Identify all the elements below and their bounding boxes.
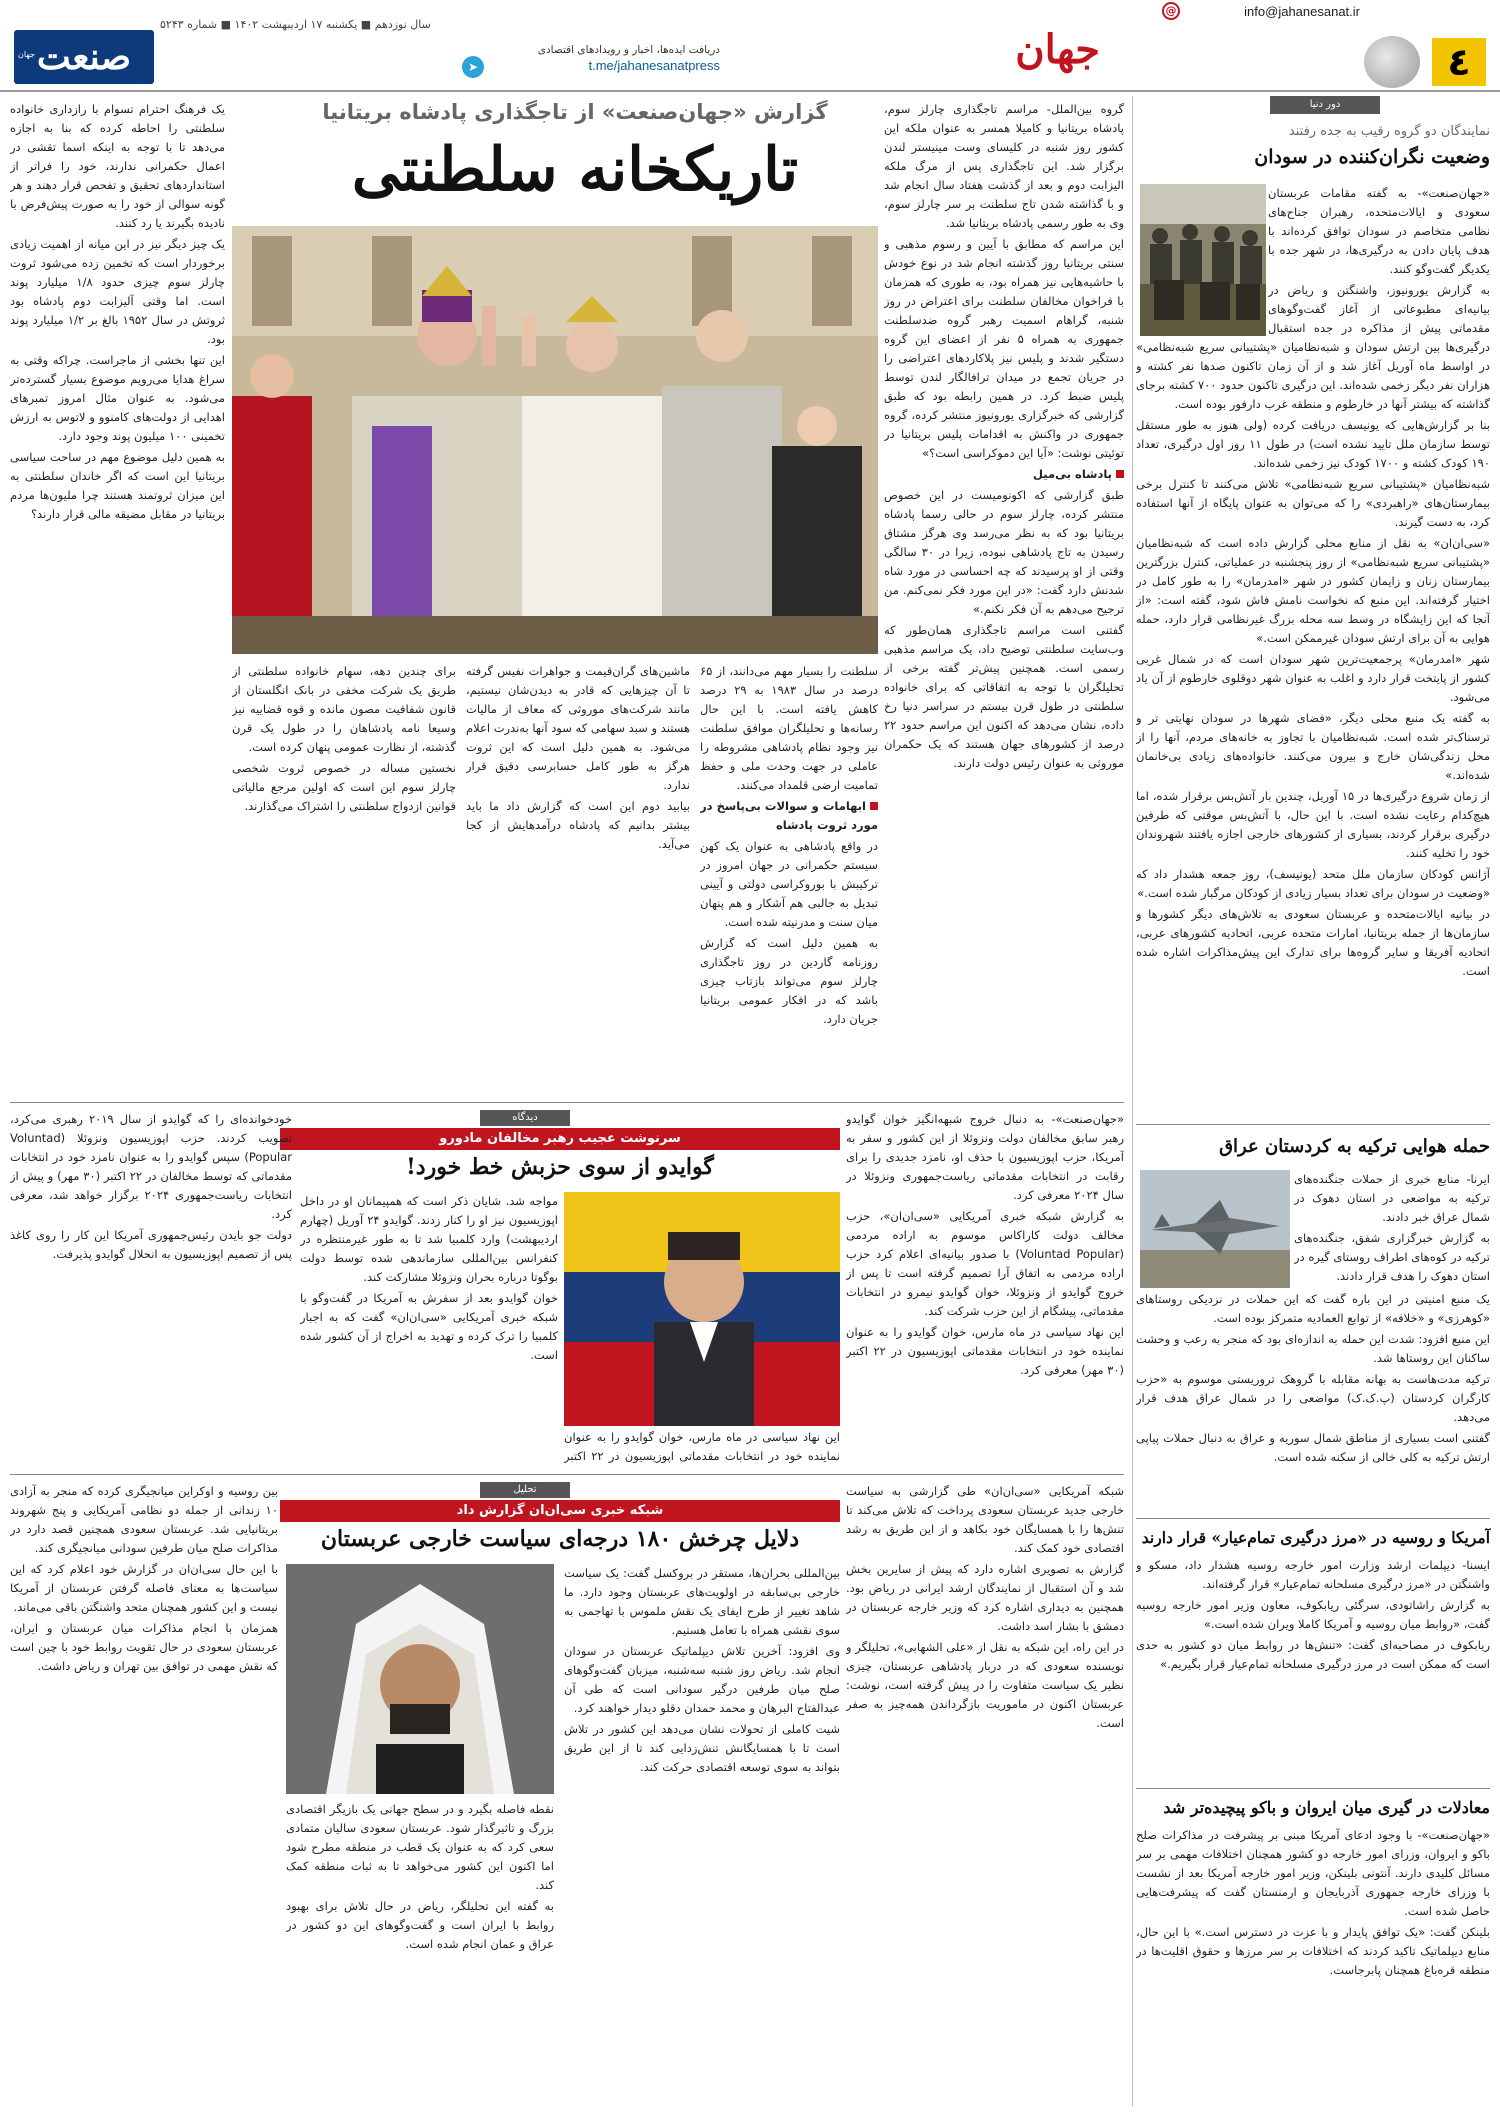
saudi-col-b-para-3: شیت کاملی از تحولات نشان می‌دهد این کشور در تلاش است تا با همسایگانش تنش‌زدایی کند تا از این طریق بتواند به سوی توسعه اقتصادی حرکت کند. [564,1722,840,1774]
brief-divider [1136,1124,1490,1125]
main-col-a-para-2: این مراسم که مطابق با آیین و رسوم مذهبی و سنتی بریتانیا روز گذشته انجام شد در نوع خودش با حاشیه‌هایی نیز همراه بود، به طوری که همزمان با فراخوان مخالفان سلطنت برای اعتراض در روز شنبه، گراهام اسمیت رهبر گروه ضدسلطنت جمهوری به همراه ۵ نفر از اعضای این گروه دستگیر شدند و پلیس نیز پلاکاردهای اعتراضی را در جریان تجمع در میدان ترافالگار لندن توسط پلیس ضبط کرد. در همین رابطه بود که طبق گزارشی که خبرگزاری یورونیوز منتشر کرده، گروه جمهوری در واکنش به اقدامات پلیس بریتانیا در توئیتی نوشت: «آیا این دموکراسی است؟» [884,237,1124,460]
saudi-col-a-para-3: در این راه، این شبکه به نقل از «علی الشهابی»، تحلیلگر و نویسنده سعودی که در دربار پادشاهی عربستان، چیزی نظیر یک سیاست متفاوت را در پیش گرفته است، نوشت: عربستان اکنون در ماموریت بازگرداندن همه‌چیز به صفر است. [846,1640,1124,1730]
saudi-col-a-para-1: شبکه آمریکایی «سی‌ان‌ان» طی گزارشی به سیاست خارجی جدید عربستان سعودی پرداخت که تلاش می‌کند تا تنش‌ها را با همسایگان خود بکاهد و از این طریق به رشد اقتصادی خود کمک کند. [846,1484,1124,1555]
viewpoint-tag: دیدگاه [480,1110,570,1126]
main-col-e [10,100,225,1100]
venezuela-col-a-para-2: به گزارش شبکه خبری آمریکایی «سی‌ان‌ان»، حزب مخالف دولت کاراکاس موسوم به اراده مردمی (Voluntad Popular) با صدور بیانیه‌ای اعلام کرد حزب اراده مردمی به اتفاق آرا تصمیم گرفته است تا پس از خروج گوایدو از ونزوئلا، خوان گوایدو نیمرو در انتخابات مقدماتی، پیشگام از این حزب شرکت کند. [846,1209,1124,1318]
main-col-b-para-3: به همین دلیل است که گزارش روزنامه گاردین در روز تاجگذاری چارلز سوم می‌تواند بازتاب چیزی باشد که در افکار عمومی بریتانیا جریان دارد. [700,936,878,1026]
main-col-c-para-1: ماشین‌های گران‌قیمت و جواهرات نفیس گرفته تا آن چیزهایی که قادر به دیدن‌شان نیستیم، مانند شرکت‌های موروثی که معاف از مالیات هستند و سبد سهامی که سود آنها به‌ندرت اعلام می‌شود. به همین دلیل است که این ثروت هرگز به طور کامل حسابرسی دقیق قرار ندارد. [466,664,690,792]
analysis-tag: تحلیل [480,1482,570,1498]
main-col-b-subhead-text: ابهامات و سوالات بی‌پاسخ در مورد ثروت پادشاه [700,799,878,832]
venezuela-col-c-para-1: خودخوانده‌ای را که گوایدو از سال ۲۰۱۹ رهبری می‌کرد، تصویب کردند. حزب اپوزیسیون ونزوئلا (Voluntad Popular) سپس گوایدو را به عنوان نامزد خود در انتخابات مقدماتی که توسط مخالفان در ۲۲ اکتبر (۳۰ مهر) و پیش از انتخابات ریاست‌جمهوری ۲۰۲۴ برگزار خواهد شد، معرفی کرد. [10,1112,292,1221]
main-headline: تاریکخانه سلطنتی [351,135,799,205]
iraq-para-1: ایرنا- منابع خبری از حملات جنگنده‌های ترکیه به مواضعی در استان دهوک در شمال عراق خبر دادند. [1294,1172,1490,1224]
telegram-icon: ➤ [462,56,484,78]
main-col-d-para-2: نخستین مساله در خصوص ثروت شخصی چارلز سوم این است که اولین مرجع مالیاتی قوانین ازدواج سلطنتی را اشتراک می‌گذارند. [232,761,456,813]
saudi-kicker: شبکه خبری سی‌ان‌ان گزارش داد [280,1500,840,1522]
logo-subtext: جهان [18,50,35,59]
sudan-kicker: نمایندگان دو گروه رقیب به جده رفتند [1288,124,1490,139]
iraq-headline: حمله هوایی ترکیه به کردستان عراق [1219,1136,1490,1157]
saudi-col-c-para-2: به گفته این تحلیلگر، ریاض در حال تلاش برای بهبود روابط با ایران است و گفت‌وگوهای این دو کشور در عراق و عمان انجام شده است. [286,1899,554,1951]
telegram-promo [450,44,720,73]
section-title: جهان [1015,26,1100,73]
mbs-photo [286,1564,554,1794]
venezuela-col-c [10,1110,292,1462]
main-col-b-para-1: سلطنت را بسیار مهم می‌دانند، از ۶۵ درصد در سال ۱۹۸۳ به ۲۹ درصد کاهش یافته است. با این حال رسانه‌ها و تحلیلگران موافق سلطنت نیز وجود نظام پادشاهی مشروطه را عاملی در جهت وحدت ملی و حفظ تمامیت ارضی قلمداد می‌کنند. [700,664,878,792]
venezuela-col-c-para-2: دولت جو بایدن رئیس‌جمهوری آمریکا این کار را روی کاغذ پس از تصمیم اپوزیسیون به انحلال گوایدو پذیرفت. [10,1228,292,1261]
brief-divider [1136,1788,1490,1789]
main-col-c-para-2: بیابید دوم این است که گزارش داد ما باید بیشتر بدانیم که پادشاه درآمدهایش از کجا می‌آید. [466,799,690,851]
section-divider [10,1474,1124,1475]
saudi-col-a-para-2: گزارش به تصویری اشاره دارد که پیش از سایرین بخش شد و آن استقبال از نمایندگان ارشد ایرانی در ریاض بود. همچنین به دیداری اشاره کرد که وزیر خارجه عربستان در دمشق با بشار اسد داشت. [846,1562,1124,1633]
main-col-e-para-4: به همین دلیل موضوع مهم در ساحت سیاسی بریتانیا این است که اگر خاندان سلطنتی به این میزان ثروتمند هستند چرا ملیون‌ها مردم بریتانیا در مقابل مضیقه مالی قرار دارند؟ [10,450,225,521]
iraq-para-6: گفتنی است بسیاری از مناطق شمال سوریه و عراق به دنبال حملات پیاپی ارتش ترکیه به کلی خالی از سکنه شده است. [1136,1431,1490,1464]
email-icon: @ [1162,2,1180,20]
venezuela-col-a-caption: این نهاد سیاسی در ماه مارس، خوان گوایدو را به عنوان نماینده خود در انتخابات مقدماتی اپوزیسیون در ۲۲ اکتبر [564,1430,840,1463]
globe-icon [1364,36,1420,88]
iraq-para-4: این منبع افزود: شدت این حمله به اندازه‌ای بود که منجر به رعب و وحشت ساکنان این روستاها شد. [1136,1332,1490,1365]
iran-baku-para-1: «جهان‌صنعت»- با وجود ادعای آمریکا مبنی بر پیشرفت در مذاکرات صلح باکو و ایروان، وزرای امور خارجه دو کشور همچنان اختلافات مهمی بر سر مسائل کلیدی دارند. آنتونی بلینکن، وزیر امور خارجه آمریکا بعد از نشست با وزرای خارجه جمهوری آذربایجان و ارمنستان گفت که پیشرفت‌هایی حاصل شده است. [1136,1828,1490,1918]
venezuela-col-a-para-3: این نهاد سیاسی در ماه مارس، خوان گوایدو را به عنوان نماینده خود در انتخابات مقدماتی اپوزیسیون در ۲۲ اکتبر (۳۰ مهر) معرفی کرد. [846,1325,1124,1377]
main-col-a-subhead [884,465,1124,484]
venezuela-col-b [300,1192,558,1462]
iraq-para-2: به گزارش خبرگزاری شفق، جنگنده‌های ترکیه در کوه‌های اطراف روستای گیره در استان دهوک را هدف قرار دادند. [1294,1231,1490,1283]
sudan-soldiers-photo [1140,184,1266,336]
sudan-headline: وضعیت نگران‌کننده در سودان [1254,146,1490,168]
sudan-para-7: شهر «امدرمان» پرجمعیت‌ترین شهر سودان است که در شمال غربی کشور از پایتخت قرار دارد و اغلب به عنوان شهر دوقلوی خارطوم از آن یاد می‌شود. [1136,652,1490,704]
main-col-d [232,662,456,1092]
iran-baku-para-2: بلینکن گفت: «یک توافق پایدار و با عزت در دسترس است.» با این حال، منابع دیپلماتیک تاکید کردند که اختلافات بر سر مرزها و حقوق اقلیت‌ها در منطقه قره‌باغ همچنان پابرجاست. [1136,1925,1490,1977]
us-russia-headline: آمریکا و روسیه در «مرز درگیری تمام‌عیار» قرار دارند [1141,1528,1490,1547]
main-col-e-para-1: یک فرهنگ احترام تسوام با رازداری خانواده سلطنتی را احاطه کرده که بنا به اجازه می‌دهد تا با توجه به اینکه اسما تقشی در اعمال حکمرانی ندارند، خود را فراتر از استانداردهای تحقیق و تفحص قرار دهند و هر گونه سوالی از خود را به صورت پیش‌فرض با نادیده بگیرند یا رد کنند. [10,102,225,230]
main-kicker: گزارش «جهان‌صنعت» از تاجگذاری پادشاه بریتانیا [322,100,828,124]
saudi-col-b-para-1: بین‌المللی بحران‌ها، مستقر در بروکسل گفت: یک سیاست خارجی بی‌سابقه در اولویت‌های عربستان وجود دارد. ما شاهد تغییر از طرح ایفای یک نقش ملموس با تهاجمی به سوی نقشی همراه با تعامل هستیم. [564,1566,840,1637]
main-col-c [466,662,690,1092]
main-col-b [700,662,878,1092]
sudan-para-9: از زمان شروع درگیری‌ها در ۱۵ آوریل، چندین بار آتش‌بس برقرار شده، اما هیچ‌کدام رعایت نشده است. با این حال، با آتش‌بس موقتی که طرفین درگیری برقرار کردند، بسیاری از کشورهای خارجی اجازه یافتند شهروندان خود را تخلیه کنند. [1136,789,1490,860]
sudan-para-8: به گفته یک منبع محلی دیگر، «فضای شهرها در سودان نهایتی تر و ترسناک‌تر شده است. شبه‌نظامیان با تجاوز به خانه‌های مردم، آنها را از محل زندگی‌شان خارج و بیرون می‌کنند. خانواده‌های زیادی بی‌خانمان شده‌اند.» [1136,711,1490,782]
sudan-para-10: آژانس کودکان سازمان ملل متحد (یونیسف)، روز جمعه هشدار داد که «وضعیت در سودان برای تعداد بسیار زیادی از کودکان مرگبار شده است.» [1136,867,1490,900]
brief-divider [1136,1518,1490,1519]
saudi-col-d-para-1: بین روسیه و اوکراین میانجیگری کرده که منجر به آزادی ۱۰ زندانی از جمله دو نظامی آمریکایی و پنج شهروند بریتانیایی شد. عربستان سعودی همچنین قصد دارد در مذاکرات صلح میان طرفین سودانی میانجیگری کند. [10,1484,278,1555]
contact-email[interactable]: info@jahanesanat.ir [1244,4,1360,19]
saudi-col-b [564,1564,840,2106]
main-col-a-subhead-text: پادشاه بی‌میل [1033,467,1112,481]
venezuela-col-a [846,1110,1124,1462]
saudi-col-c [286,1800,554,2106]
fighter-jet-photo [1140,1170,1290,1288]
logo-text: صنعت [36,36,132,78]
sudan-para-1: «جهان‌صنعت»- به گفته مقامات عربستان سعودی و ایالات‌متحده، رهبران جناح‌های نظامی متخاصم در سودان توافق کرده‌اند با هدف پایان دادن به درگیری‌ها، در شهر جده با یکدیگر گفت‌وگو کنند. [1268,186,1490,276]
sudan-para-6: «سی‌ان‌ان» به نقل از منابع محلی گزارش داده است که شبه‌نظامیان «پشتیبانی سریع شبه‌نظامی» از روز پنجشنبه در عملیاتی، کنترل بزرگترین بیمارستان زنان و زایمان کشور در شهر «امدرمان» را به طور کامل در اختیار گرفته‌اند. این منبع که نخواست نامش فاش شود، گفته است: «از آنجا که این زایشگاه در وسط سه محله بزرگ غیرنظامی قرار دارد، حمله هوایی به آن برای ارتش سودان غیرممکن است.» [1136,536,1490,645]
saudi-headline: دلایل چرخش ۱۸۰ درجه‌ای سیاست خارجی عربستان [320,1526,800,1552]
venezuela-col-a-para-1: «جهان‌صنعت»- به دنبال خروج شبهه‌انگیز خوان گوایدو رهبر سابق مخالفان دولت ونزوئلا از این کشور و سفر به آمریکا، حزب اپوزیسیون با حذف او، نامزد جدیدی را برای رقابت در انتخابات مقدماتی ریاست‌جمهوری ونزوئلا در سال ۲۰۲۴ معرفی کرد. [846,1112,1124,1202]
us-russia-para-3: ریابکوف در مصاحبه‌ای گفت: «تنش‌ها در روابط میان دو کشور به حدی است که ممکن است در مرز درگیری مسلحانه تمام‌عیار قرار بگیریم.» [1136,1638,1490,1671]
saudi-col-c-para-1: نقطه فاصله بگیرد و در سطح جهانی یک بازیگر اقتصادی بزرگ و تاثیرگذار شود. عربستان سعودی سالیان متمادی سعی کرد که به عنوان یک قطب در منطقه مطرح شود اما اکنون این کشور می‌خواهد تا به ثبات منطقه کمک کند. [286,1802,554,1892]
venezuela-photo-caption [564,1428,840,1468]
sudan-para-3: درگیری‌ها بین ارتش سودان و شبه‌نظامیان «پشتیبانی سریع شبه‌نظامی» در اواسط ماه آوریل آغاز شد و از آن زمان تاکنون صدها نفر کشته و هزاران نفر دیگر زخمی شده‌اند. این درگیری تاکنون حدود ۷۰۰ کشته برجای گذاشته که بیشتر آنها در خارطوم و منطقه غرب دارفور بوده است. [1136,340,1490,411]
iraq-body [1136,1290,1490,1500]
saudi-col-b-para-2: وی افزود: آخرین تلاش دیپلماتیک عربستان در سودان انجام شد. ریاض روز شنبه سه‌شنبه، میزبان گفت‌وگوهای صلح میان طرفین درگیر سودانی است که طی آن عبدالفتاح البرهان و محمد حمدان دقلو دیدار خواهند کرد. [564,1644,840,1715]
sudan-body [1136,338,1490,1116]
header-divider [0,90,1500,92]
main-col-a-para-1: گروه بین‌الملل- مراسم تاجگذاری چارلز سوم، پادشاه بریتانیا و کامیلا همسر به عنوان ملکه این کشور روز شنبه در کلیسای وست مینیستر لندن برگزار شد. این تاجگذاری پس از مرگ ملکه الیزابت دوم و بعد از گذشت هفتاد سال انجام شد و با گذاشته شدن تاج سلطنت بر سر چارلز سوم، وی به طور رسمی پادشاه بریتانیا شد. [884,102,1124,230]
saudi-col-d-para-2: با این حال سی‌ان‌ان در گزارش خود اعلام کرد که این سیاست‌ها به معنای فاصله گرفتن عربستان از آمریکا نیست و این کشور همچنان متحد واشنگتن باقی می‌ماند. [10,1562,278,1614]
iran-baku-headline: معادلات در گیری میان ایروان و باکو پیچیده‌تر شد [1163,1798,1490,1817]
saudi-col-d [10,1482,278,2106]
us-russia-para-1: ایسنا- دیپلمات ارشد وزارت امور خارجه روسیه هشدار داد، مسکو و واشنگتن در «مرز درگیری مسلحانه تمام‌عیار» قرار گرفته‌اند. [1136,1558,1490,1591]
sudan-para-11: در بیانیه ایالات‌متحده و عربستان سعودی به تلاش‌های دیگر کشورها و سازمان‌ها از جمله بریتانیا، امارات متحده عربی، اتحادیه کشورهای عربی، اتحادیه آفریقا و سایر گروه‌ها برای تدارک این پیش‌مذاکرات اشاره شده است. [1136,907,1490,978]
coronation-balcony-photo [232,226,878,654]
column-divider [1132,96,1133,2106]
us-russia-para-2: به گزارش راشاتودی، سرگئی ریابکوف، معاون وزیر امور خارجه روسیه گفت، «روابط میان روسیه و آمریکا کاملا ویران شده است.» [1136,1598,1490,1631]
saudi-col-a [846,1482,1124,2106]
iraq-para-5: ترکیه مدت‌هاست به بهانه مقابله با گروهک تروریستی موسوم به «حزب کارگران کردستان (پ.ک.ک) مواضعی را در شمال عراق هدف قرار می‌دهد. [1136,1372,1490,1424]
main-col-a [884,100,1124,1100]
newspaper-logo [14,30,154,84]
saudi-col-d-para-3: همزمان با انجام مذاکرات میان عربستان و ایران، عربستان سعودی در حال تقویت روابط خود با چین است که نقش مهمی در توافق بین تهران و ریاض داشت. [10,1621,278,1673]
venezuela-kicker: سرنوشت عجیب رهبر مخالفان مادورو [280,1128,840,1150]
section-divider [10,1102,1124,1103]
telegram-link[interactable]: t.me/jahanesanatpress [588,58,720,73]
main-col-d-para-1: برای چندین دهه، سهام خانواده سلطنتی از طریق یک شرکت مخفی در بانک انگلستان از قانون شفافیت مصون مانده و قوه قضاییه نیز وسیعا نامه پادشاهان را در طول یک قرن گذشته، از نظارت عمومی پنهان کرده است. [232,664,456,754]
main-col-e-para-2: یک چیز دیگر نیز در این میانه از اهمیت زیادی برخوردار است که تخمین زده می‌شود ثروت چارلز سوم چیزی حدود ۱/۸ میلیارد پوند است. اما وقتی آلیزابت دوم پادشاه بود ثروتش در سال ۱۹۵۲ بالغ بر ۱/۲ میلیارد پوند بود. [10,237,225,346]
sudan-para-4: بنا بر گزارش‌هایی که یونیسف دریافت کرده (ولی هنوز به طور مستقل توسط سازمان ملل تایید نشده است) در طول ۱۱ روز اول درگیری، تعداد ۱۹۰ کودک کشته و ۱۷۰۰ کودک نیز زخمی شده‌اند. [1136,418,1490,470]
iraq-para-3: یک منبع امنیتی در این باره گفت که این حملات در نزدیکی روستاهای «کوهرزی» و «خلافه» از توابع العمادیه متمرکز بوده است. [1136,1292,1490,1325]
guaido-photo [564,1192,840,1426]
venezuela-col-b-para-1: مواجه شد. شایان ذکر است که همپیمانان او در داخل اپوزیسیون نیز او را کنار زدند. گوایدو ۲۴ آوریل (چهارم اردیبهشت) وارد کلمبیا شد تا به طور غیرمنتظره در کنفرانس بین‌المللی سازماندهی شده توسط دولت بوگوتا درباره بحران ونزوئلا مشارکت کند. [300,1194,558,1284]
main-col-a-para-3: طبق گزارشی که اکونومیست در این خصوص منتشر کرده، چارلز سوم در حالی رسما پادشاه بریتانیا بود که به نظر می‌رسد وی هرگز مشتاق رسیدن به تاج پادشاهی نبوده، زیرا در ۳۰ سالگی وقتی از او پرسیدند که چه احساسی در مورد شاه شدنش دارد گفت: «در این مورد فکر نمی‌کنم. من ترجیح می‌دهم به آن فکر نکنم.» [884,488,1124,616]
page-header [0,0,1500,92]
issue-info: سال نوزدهم ■ یکشنبه ۱۷ اردیبهشت ۱۴۰۲ ■ شماره ۵۲۴۳ [160,18,431,31]
page-number: ٤ [1432,38,1486,86]
sudan-lead [1268,184,1490,336]
main-col-a-para-4: گفتنی است مراسم تاجگذاری همان‌طور که وب‌سایت سلطنتی توضیح داد، یک مراسم مذهبی رسمی است. همچنین پیش‌تر گفته برخی از تحلیلگران با توجه به اتفاقاتی که برای خانواده سلطنتی در طول قرن بیستم در سراسر دنیا رخ داده، نشان می‌دهد که اکنون این مراسم حدود ۲۲ درصد از کشورهای جهان هستند که یک حکمران موروثی به عنوان رئیس دولت دارند. [884,623,1124,770]
venezuela-headline: گوایدو از سوی حزبش خط خورد! [406,1154,714,1180]
sudan-para-5: شبه‌نظامیان «پشتیبانی سریع شبه‌نظامی» تلاش می‌کنند تا کنترل برخی بیمارستان‌های «راهبردی» را که می‌توان به عنوان پایگاه از آنها استفاده کرد، به دست گیرند. [1136,477,1490,529]
iraq-lead [1294,1170,1490,1288]
iran-baku-body [1136,1826,1490,2106]
venezuela-col-b-para-2: خوان گوایدو بعد از سفرش به آمریکا در گفت‌وگو با شبکه خبری آمریکایی «سی‌ان‌ان» گفت که به اجبار کلمبیا را ترک کرده و تهدید به اخراج از آن کشور شده است. [300,1291,558,1362]
telegram-text: دریافت ایده‌ها، اخبار و رویدادهای اقتصادی [537,44,720,56]
main-col-b-subhead [700,797,878,835]
sudan-para-2: به گزارش یورونیوز، واشنگتن و ریاض در بیانیه‌ای مطبوعاتی از آغاز گفت‌وگوهای مقدماتی پیش از مذاکره در جده استقبال [1268,283,1490,335]
main-col-e-para-3: این تنها بخشی از ماجراست. چراکه وقتی به سراغ هدایا می‌رویم موضوع بسیار گسترده‌تر می‌شود. به عنوان مثال امروز تمبرهای اهدایی از دولت‌های کامنوو و لاتوس به ارزش تخمینی ۱۰۰ میلیون پوند وجود دارد. [10,353,225,443]
section-tag: دور دنیا [1270,96,1380,114]
main-col-b-para-2: در واقع پادشاهی به عنوان یک کهن سیستم حکمرانی در جهان امروز در ترکیبش با بوروکراسی دولتی و آیینی تبدیل به جالبی هم آشکار و هم پنهان میان سنت و مدرنیته شده است. [700,839,878,929]
us-russia-body [1136,1556,1490,1778]
